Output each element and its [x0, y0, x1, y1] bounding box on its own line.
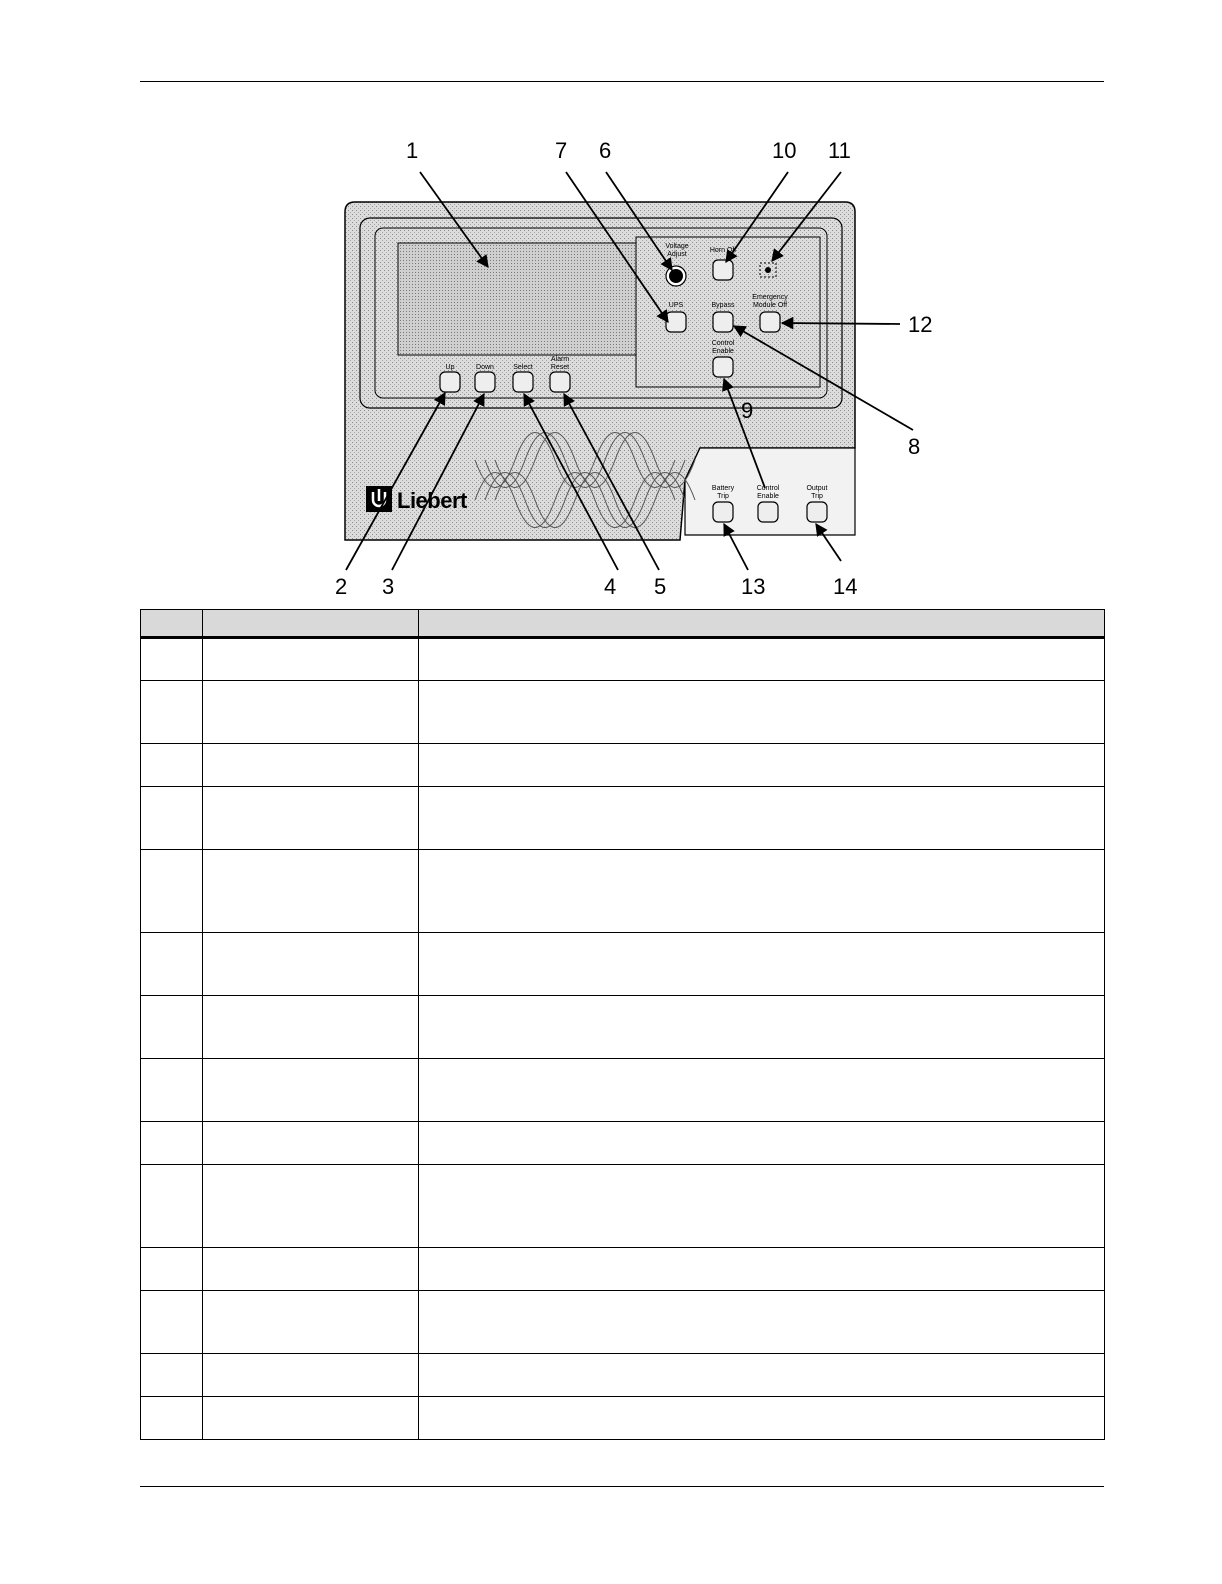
- control-panel-figure: [300, 130, 960, 600]
- callout-1: 1: [406, 138, 419, 163]
- control-enable-lower-button: [758, 502, 778, 522]
- callout-11: 11: [828, 138, 851, 163]
- row-description: [419, 1397, 1105, 1440]
- ups-button: [666, 312, 686, 332]
- row-number: [141, 1248, 203, 1291]
- select-label: Select: [513, 364, 533, 371]
- row-description: [419, 1291, 1105, 1354]
- row-description: [419, 1059, 1105, 1122]
- emergency-module-off-button: [760, 312, 780, 332]
- callout-2: 2: [335, 574, 348, 599]
- row-name: [203, 996, 419, 1059]
- row-number: [141, 996, 203, 1059]
- row-description: [419, 1122, 1105, 1165]
- header-rule: [140, 81, 1104, 82]
- row-number: [141, 787, 203, 850]
- table-row: [141, 1122, 1105, 1165]
- row-number: [141, 744, 203, 787]
- callout-7: 7: [555, 138, 568, 163]
- down-label: Down: [476, 364, 494, 371]
- row-description: [419, 681, 1105, 744]
- legend-table: [140, 609, 1105, 1440]
- table-row: [141, 1165, 1105, 1248]
- callout-4: 4: [604, 574, 617, 599]
- table-row: [141, 850, 1105, 933]
- row-name: [203, 1165, 419, 1248]
- row-number: [141, 1122, 203, 1165]
- up-button: [440, 372, 460, 392]
- select-button: [513, 372, 533, 392]
- output-trip-button: [807, 502, 827, 522]
- row-description: [419, 933, 1105, 996]
- callout-5: 5: [654, 574, 667, 599]
- row-number: [141, 681, 203, 744]
- ups-label: UPS: [668, 302, 684, 309]
- row-description: [419, 638, 1105, 681]
- callout-9: 9: [741, 398, 754, 423]
- header-name: [203, 610, 419, 638]
- row-name: [203, 787, 419, 850]
- row-name: [203, 933, 419, 996]
- row-number: [141, 1354, 203, 1397]
- table-row: [141, 638, 1105, 681]
- row-name: [203, 1354, 419, 1397]
- row-name: [203, 1248, 419, 1291]
- lcd-display: [398, 243, 640, 355]
- header-description: [419, 610, 1105, 638]
- callout-3: 3: [382, 574, 395, 599]
- row-number: [141, 850, 203, 933]
- up-label: Up: [445, 364, 455, 371]
- row-number: [141, 638, 203, 681]
- row-number: [141, 933, 203, 996]
- row-number: [141, 1059, 203, 1122]
- control-panel-drawing: [300, 130, 960, 600]
- row-description: [419, 787, 1105, 850]
- alarm-reset-label: Alarm Reset: [550, 356, 570, 371]
- table-row: [141, 744, 1105, 787]
- row-description: [419, 1248, 1105, 1291]
- callout-8: 8: [908, 434, 921, 459]
- row-name: [203, 850, 419, 933]
- bypass-label: Bypass: [711, 302, 735, 309]
- row-name: [203, 638, 419, 681]
- row-name: [203, 1059, 419, 1122]
- row-name: [203, 681, 419, 744]
- header-number: [141, 610, 203, 638]
- table-row: [141, 681, 1105, 744]
- row-name: [203, 1122, 419, 1165]
- control-enable-lower-label: Control Enable: [756, 485, 780, 500]
- row-number: [141, 1165, 203, 1248]
- output-trip-label: Output Trip: [806, 485, 828, 500]
- down-button: [475, 372, 495, 392]
- table-row: [141, 1397, 1105, 1440]
- voltage-adjust-label: Voltage Adjust: [665, 243, 689, 258]
- table-row: [141, 996, 1105, 1059]
- horn-off-button: [713, 260, 733, 280]
- control-enable-button: [713, 357, 733, 377]
- control-enable-label: Control Enable: [711, 340, 735, 355]
- callout-14: 14: [833, 574, 858, 599]
- table-row: [141, 1354, 1105, 1397]
- horn-off-label: Horn Off: [709, 247, 737, 254]
- table-header-row: [141, 610, 1105, 638]
- row-description: [419, 744, 1105, 787]
- table-row: [141, 1059, 1105, 1122]
- battery-trip-button: [713, 502, 733, 522]
- callout-12: 12: [908, 312, 933, 337]
- row-description: [419, 996, 1105, 1059]
- table-row: [141, 1248, 1105, 1291]
- row-number: [141, 1397, 203, 1440]
- row-description: [419, 1165, 1105, 1248]
- emergency-module-off-label: Emergency Module Off: [752, 294, 788, 309]
- callout-13: 13: [741, 574, 766, 599]
- liebert-logo-text: Liebert: [397, 488, 467, 513]
- row-description: [419, 1354, 1105, 1397]
- footer-rule: [140, 1486, 1104, 1487]
- row-name: [203, 1397, 419, 1440]
- alarm-reset-button: [550, 372, 570, 392]
- battery-trip-label: Battery Trip: [711, 485, 735, 500]
- callout-10: 10: [772, 138, 797, 163]
- table-row: [141, 1291, 1105, 1354]
- table-row: [141, 933, 1105, 996]
- row-number: [141, 1291, 203, 1354]
- row-description: [419, 850, 1105, 933]
- bypass-button: [713, 312, 733, 332]
- row-name: [203, 744, 419, 787]
- row-name: [203, 1291, 419, 1354]
- callout-6: 6: [599, 138, 612, 163]
- table-row: [141, 787, 1105, 850]
